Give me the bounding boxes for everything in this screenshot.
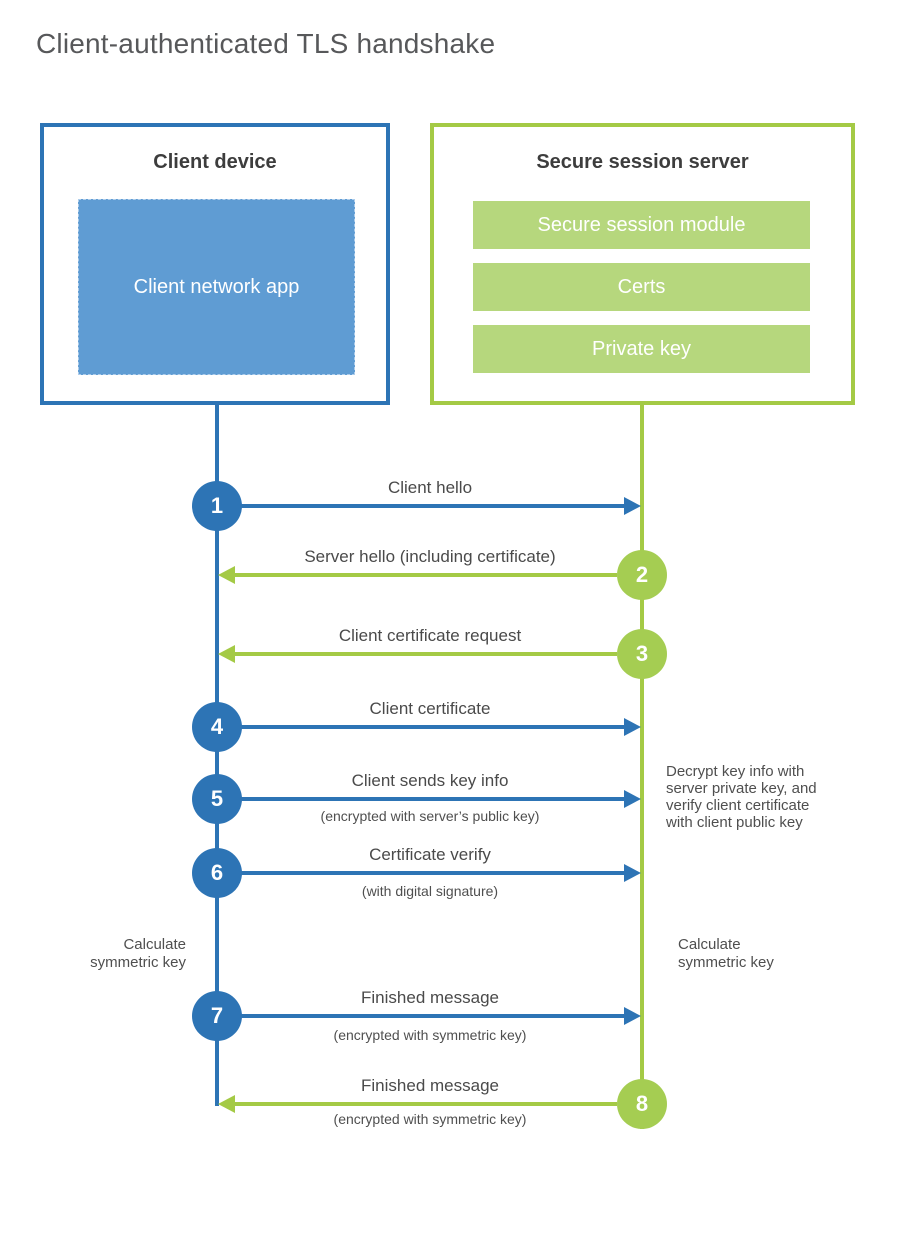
secure-session-server-title: Secure session server [536,151,749,173]
step-6-label: Certificate verify [369,845,491,864]
step-1-arrow-line [240,504,626,508]
step-1-label: Client hello [387,478,473,497]
step-4-arrow-line [240,725,626,729]
client-network-app-box [78,199,355,375]
page-title: Client-authenticated TLS handshake [36,28,496,59]
client-device-title: Client device [153,151,277,173]
step-8-arrow-line [233,1102,617,1106]
step-7-arrow-line [240,1014,626,1018]
step-5-arrow-line [240,797,626,801]
calculate-symmetric-key-server: Calculate symmetric key [678,936,774,971]
arrow-right-icon [624,1007,641,1025]
step-4-label: Client certificate [369,699,491,718]
server-module-secure-session-module: Secure session module [473,201,810,249]
step-6-number: 6 [210,860,224,885]
step-8-number: 8 [635,1091,649,1116]
step-2-number: 2 [635,562,649,587]
step-5-number: 5 [210,786,224,811]
step-6-arrow-line [240,871,626,875]
step-8-sublabel: (encrypted with symmetric key) [333,1111,527,1127]
calculate-symmetric-key-client: Calculate symmetric key [90,936,186,971]
arrow-left-icon [218,566,235,584]
server-module-certs: Certs [473,263,810,311]
step-3-number: 3 [635,641,649,666]
step-1-badge [192,481,242,531]
arrow-right-icon [624,864,641,882]
step-1-number: 1 [210,493,224,518]
arrow-right-icon [624,497,641,515]
client-network-app-label: Client network app [133,276,300,298]
step-3-badge [617,629,667,679]
arrow-right-icon [624,790,641,808]
step-4-number: 4 [210,714,224,739]
step-5-label: Client sends key info [351,771,509,790]
step-3-label: Client certificate request [338,626,522,645]
step-5-sublabel: (encrypted with server’s public key) [320,808,540,824]
decrypt-key-note: Decrypt key info with server private key, and verify client certificate with client public key [666,763,817,831]
step-2-label: Server hello (including certificate) [304,547,556,566]
server-module-private-key: Private key [473,325,810,373]
step-6-sublabel: (with digital signature) [361,883,499,899]
step-7-number: 7 [210,1003,224,1028]
step-8-label: Finished message [361,1076,499,1095]
arrow-right-icon [624,718,641,736]
step-2-arrow-line [233,573,617,577]
step-7-label: Finished message [361,988,499,1007]
arrow-left-icon [218,645,235,663]
step-4-badge [192,702,242,752]
step-7-sublabel: (encrypted with symmetric key) [333,1027,527,1043]
step-2-badge [617,550,667,600]
step-3-arrow-line [233,652,617,656]
